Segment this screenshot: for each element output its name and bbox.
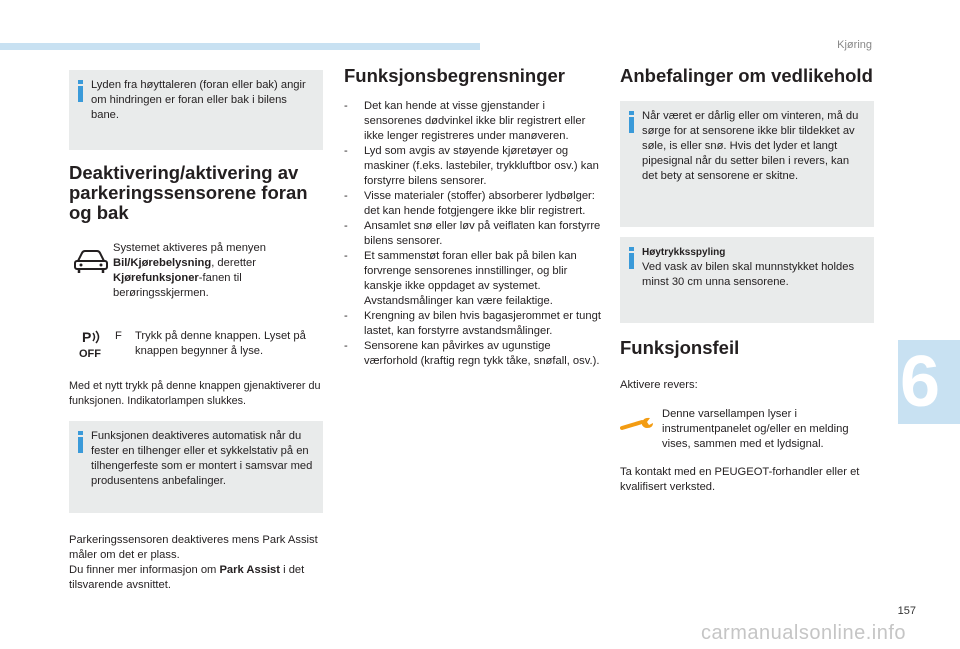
chapter-number: 6	[900, 342, 941, 422]
section-heading-limitations: Funksjonsbegrensninger	[344, 65, 566, 86]
info-note-trailer	[69, 421, 323, 513]
section-heading-deactivation: Deaktivering/aktivering av parkeringssensorene foran og bak	[69, 162, 308, 223]
note-title: Høytrykksspyling	[642, 247, 726, 258]
column-3	[620, 66, 874, 495]
limitation-item: - Ansamlet snø eller løv på veiflaten kan forstyrre bilens sensorer.	[344, 219, 602, 249]
warning-text: Denne varsellampen lyser i instrumentpanelet og/eller en melding vises, sammen med et lydsignal.	[662, 408, 849, 450]
watermark: carmanualsonline.info	[700, 622, 906, 644]
contact-text: Ta kontakt med en PEUGEOT-forhandler eller et kvalifisert verksted.	[620, 466, 860, 493]
limitation-item: - Et sammenstøt foran eller bak på bilen kan forvrenge sensorenes innstillinger, og blir kanskje ikke oppdaget av systemet. Avstandsmålinger kan være feilaktige.	[344, 249, 602, 309]
limitations-list	[344, 99, 602, 369]
note-text: Lyden fra høyttaleren (foran eller bak) angir om hindringen er foran eller bak i bilens bane.	[91, 79, 306, 121]
press-instruction	[69, 329, 323, 369]
limitation-item: - Visse materialer (stoffer) absorberer lydbølger: det kan hende fotgjengere ikke blir registrert.	[344, 189, 602, 219]
parking-off-icon	[79, 329, 119, 359]
header-bar	[0, 43, 480, 50]
info-note-pressure-wash	[620, 237, 874, 323]
chapter-tab	[898, 340, 960, 424]
menu-text: Systemet aktiveres på menyen Bil/Kjørebelysning, deretter Kjørefunksjoner-fanen til berøringsskjermen.	[113, 242, 266, 299]
limitation-item: - Krengning av bilen hvis bagasjerommet er tungt lastet, kan forstyrre avstandsmålinger.	[344, 309, 602, 339]
chapter-title: Kjøring	[837, 39, 872, 51]
column-2	[344, 66, 602, 369]
info-icon	[629, 247, 634, 269]
note-text: Når været er dårlig eller om vinteren, må du sørge for at sensorene ikke blir tildekket av søle, is eller snø. Hvis det lyder et langt pipesignal når du setter bilen i revers, kan det bety at sensorene er skitne.	[642, 110, 859, 182]
svg-text:P: P	[82, 329, 92, 345]
column-1	[69, 70, 323, 593]
info-note-weather	[620, 101, 874, 227]
car-icon	[73, 249, 113, 279]
section-heading-maintenance: Anbefalinger om vedlikehold	[620, 65, 873, 86]
note-text: Funksjonen deaktiveres automatisk når du fester en tilhenger eller et sykkelstativ på en tilhengerfeste som er montert i samsvar med produsentens anbefalinger.	[91, 430, 313, 487]
press-marker: F	[115, 330, 122, 342]
limitation-item: - Sensorene kan påvirkes av ugunstige værforhold (kraftig regn tykk tåke, snøfall, osv.).	[344, 339, 602, 369]
park-assist-text: Parkeringssensoren deaktiveres mens Park Assist måler om det er plass. Du finner mer informasjon om Park Assist i det tilsvarende avsnittet.	[69, 534, 318, 591]
info-note-speaker	[69, 70, 323, 150]
reverse-text: Aktivere revers:	[620, 379, 698, 391]
deactivate-text: Med et nytt trykk på denne knappen gjenaktiverer du funksjonen. Indikatorlampen slukkes.	[69, 380, 321, 407]
warning-instruction	[620, 407, 874, 455]
off-label: OFF	[79, 348, 101, 360]
page-number: 157	[897, 605, 916, 617]
wrench-icon	[620, 417, 660, 447]
menu-instruction	[69, 241, 323, 305]
note-text: Ved vask av bilen skal munnstykket holdes minst 30 cm unna sensorene.	[642, 261, 855, 288]
limitation-item: - Det kan hende at visse gjenstander i sensorenes dødvinkel ikke blir registrert eller ikke lenger registreres under manøveren.	[344, 99, 602, 144]
press-text: F Trykk på denne knappen. Lyset på knappen begynner å lyse.	[115, 330, 306, 357]
info-icon	[78, 80, 83, 102]
info-icon	[629, 111, 634, 133]
section-heading-malfunction: Funksjonsfeil	[620, 337, 740, 358]
info-icon	[78, 431, 83, 453]
limitation-item: - Lyd som avgis av støyende kjøretøyer og maskiner (f.eks. lastebiler, trykkluftbor osv.) kan forstyrre bilens sensorer.	[344, 144, 602, 189]
